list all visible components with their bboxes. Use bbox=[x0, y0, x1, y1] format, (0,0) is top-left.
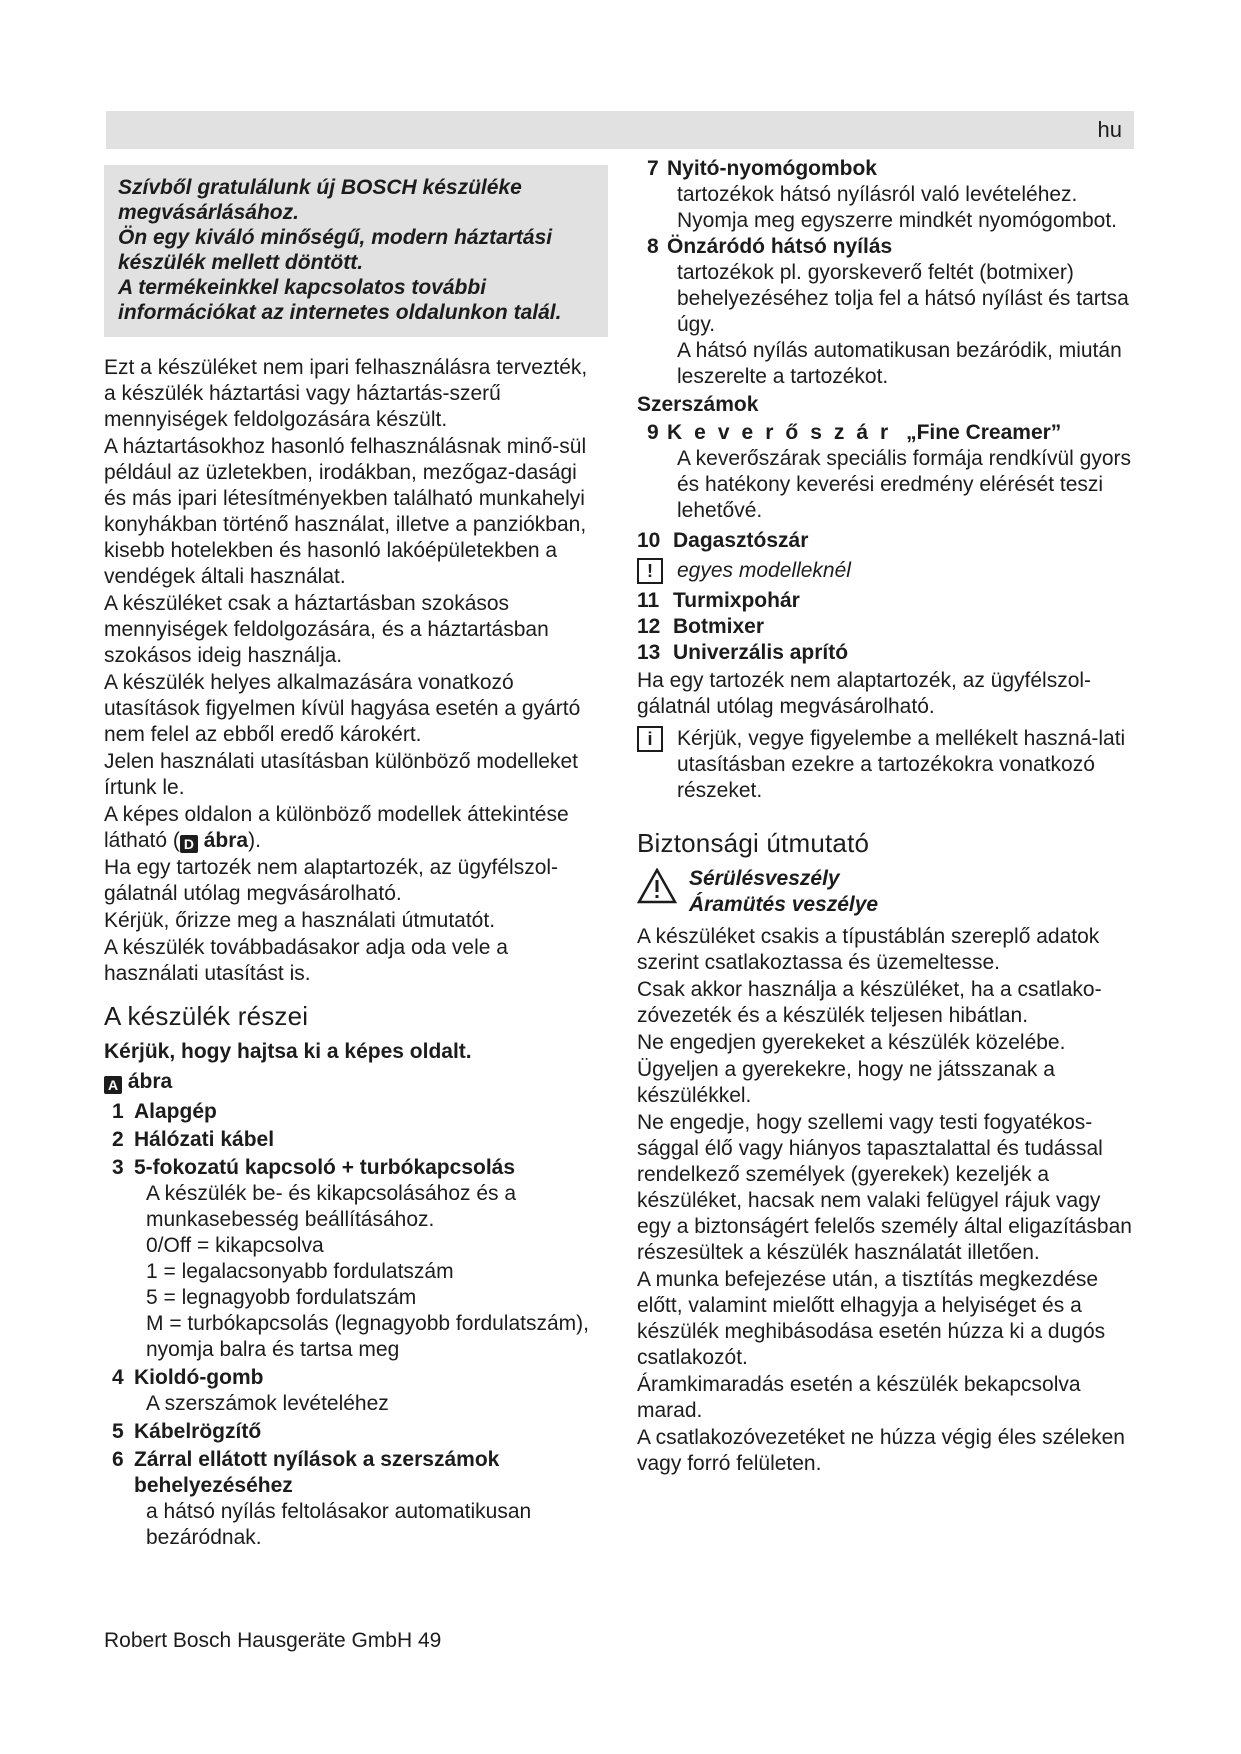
body-paragraph: Kérjük, őrizze meg a használati útmutatót. bbox=[104, 909, 496, 932]
safety-paragraph: A készüléket csakis a típustáblán szereplő adatok szerint csatlakoztassa és üzemeltesse. bbox=[637, 925, 1100, 974]
item-title: Botmixer bbox=[673, 615, 765, 638]
exclamation-icon: ! bbox=[637, 558, 663, 584]
header-bar bbox=[106, 111, 1134, 149]
body-paragraph: A háztartásokhoz hasonló felhasználásnak minő-sül például az üzletekben, irodákban, mezőgaz-dasági és más ipari létesítményekben található munkahelyi konyhákban történő használat, illetve a panziókban, kisebb hotelekben és hasonló lakóépületekben a vendégek általi használat. bbox=[104, 435, 587, 588]
item-title: Kábelrögzítő bbox=[134, 1420, 262, 1443]
item-title: Önzáródó hátsó nyílás bbox=[667, 235, 893, 258]
right-column bbox=[637, 156, 1137, 1478]
figure-a-caption bbox=[104, 1069, 604, 1095]
item-title-suffix: „Fine Creamer” bbox=[906, 421, 1062, 444]
item-description bbox=[104, 1499, 604, 1551]
item-description bbox=[104, 1391, 604, 1417]
warning-triangle-icon bbox=[637, 868, 677, 904]
parts-item bbox=[104, 1127, 604, 1153]
figure-a-label: ábra bbox=[127, 1070, 173, 1093]
item-title: Dagasztószár bbox=[673, 529, 809, 552]
parts-instruction: Kérjük, hogy hajtsa ki a képes oldalt. bbox=[104, 1040, 472, 1063]
parts-item bbox=[637, 234, 1137, 260]
safety-paragraph: Ügyeljen a gyerekekre, hogy ne játsszanak a készülékkel. bbox=[637, 1058, 1055, 1107]
body-paragraph: A készülék továbbadásakor adja oda vele a használati utasítást is. bbox=[104, 936, 508, 985]
desc-line: M = turbókapcsolás (legnagyobb fordulatszám), nyomja balra és tartsa meg bbox=[146, 1312, 589, 1361]
item-number: 5 bbox=[112, 1420, 124, 1443]
figure-label: ábra bbox=[203, 829, 249, 852]
item-description: tartozékok hátsó nyílásról való levételéhez. Nyomja meg egyszerre mindkét nyomógombot. bbox=[677, 183, 1118, 232]
intro-line: Ön egy kiváló minőségű, modern háztartási készülék mellett döntött. bbox=[118, 226, 553, 274]
info-text: Kérjük, vegye figyelembe a mellékelt haszná-lati utasításban ezekre a tartozékokra vonatkozó részeket. bbox=[677, 727, 1126, 802]
body-paragraph: A készüléket csak a háztartásban szokásos mennyiségek feldolgozására, és a háztartásban szokásos ideig használja. bbox=[104, 592, 549, 667]
item-title: Univerzális aprító bbox=[673, 641, 849, 664]
item-title: 5-fokozatú kapcsoló + turbókapcsolás bbox=[134, 1156, 516, 1179]
figure-a-badge: A bbox=[104, 1076, 122, 1094]
parts-item bbox=[637, 528, 1137, 554]
overview-text-end: ). bbox=[248, 829, 261, 852]
item-title: Kioldó-gomb bbox=[134, 1366, 264, 1389]
intro-box bbox=[104, 165, 608, 337]
intro-line: A termékeinkkel kapcsolatos további információkat az internetes oldalunkon talál. bbox=[118, 276, 562, 324]
parts-item bbox=[637, 588, 1137, 614]
item-number: 13 bbox=[637, 641, 661, 664]
item-number: 12 bbox=[637, 615, 661, 638]
warning-title: Sérülésveszély bbox=[689, 867, 840, 890]
section-heading-safety: Biztonsági útmutató bbox=[637, 828, 870, 858]
note-row bbox=[637, 558, 1137, 584]
parts-item bbox=[104, 1099, 604, 1125]
body-paragraph: Ha egy tartozék nem alaptartozék, az ügyfélszol-gálatnál utólag megvásárolható. bbox=[104, 856, 559, 905]
item-description bbox=[104, 1181, 604, 1363]
safety-paragraph: Ne engedjen gyerekeket a készülék közelébe. bbox=[637, 1031, 1066, 1054]
safety-paragraph: A munka befejezése után, a tisztítás megkezdése előtt, valamint mielőtt elhagyja a helyiséget és a készülék meghibásodása esetén húzza ki a dugós csatlakozót. bbox=[637, 1268, 1106, 1369]
info-row bbox=[637, 726, 1137, 804]
item-number: 4 bbox=[112, 1366, 124, 1389]
item-number: 7 bbox=[647, 157, 659, 180]
parts-item bbox=[637, 156, 1137, 182]
desc-line: A készülék be- és kikapcsolásához és a munkasebesség beállításához. bbox=[146, 1182, 517, 1231]
desc-line: 1 = legalacsonyabb fordulatszám bbox=[146, 1260, 454, 1283]
language-code: hu bbox=[1097, 117, 1122, 142]
safety-paragraph: Áramkimaradás esetén a készülék bekapcsolva marad. bbox=[637, 1373, 1081, 1422]
item-description: tartozékok pl. gyorskeverő feltét (botmixer) behelyezéséhez tolja fel a hátsó nyílást és tartsa úgy. bbox=[677, 261, 1129, 336]
body-paragraph: A készülék helyes alkalmazására vonatkozó utasítások figyelmen kívül hagyása esetén a gyártó nem felel az ebből eredő károkért. bbox=[104, 671, 581, 746]
desc-line: 0/Off = kikapcsolva bbox=[146, 1234, 324, 1257]
item-number: 8 bbox=[647, 235, 659, 258]
tools-heading: Szerszámok bbox=[637, 393, 759, 416]
desc-line: A szerszámok levételéhez bbox=[146, 1392, 389, 1415]
item-number: 1 bbox=[112, 1100, 124, 1123]
safety-paragraph: Csak akkor használja a készüléket, ha a csatlako-zóvezeték és a készülék teljesen hibátlan. bbox=[637, 978, 1102, 1027]
section-heading-parts: A készülék részei bbox=[104, 1001, 309, 1031]
body-paragraph: Ezt a készüléket nem ipari felhasználásra tervezték, a készülék háztartási vagy háztartás-szerű mennyiségek feldolgozására készült. bbox=[104, 356, 588, 431]
parts-item bbox=[104, 1447, 604, 1499]
accessory-paragraph: Ha egy tartozék nem alaptartozék, az ügyfélszol-gálatnál utólag megvásárolható. bbox=[637, 669, 1092, 718]
info-icon: i bbox=[637, 726, 663, 752]
item-title: Keverőszár bbox=[667, 421, 901, 444]
item-title: Turmixpohár bbox=[673, 589, 800, 612]
safety-paragraph: Ne engedje, hogy szellemi vagy testi fogyatékos-sággal élő vagy hiányos tapasztalattal és tudással rendelkező személyek (gyerekek) kezeljék a készüléket, hacsak nem valaki felügyel rájuk vagy egy a biztonságért felelős személy által eligazításban részesültek a készülék használatát illetően. bbox=[637, 1111, 1132, 1264]
parts-item bbox=[637, 640, 1137, 666]
overview-text: A képes oldalon a különböző modellek áttekintése látható ( bbox=[104, 803, 569, 852]
item-number: 9 bbox=[647, 421, 659, 444]
parts-item bbox=[637, 420, 1137, 446]
desc-line: a hátsó nyílás feltolásakor automatikusan bezáródnak. bbox=[146, 1500, 532, 1549]
warning-block bbox=[637, 866, 1137, 918]
intro-line: Szívből gratulálunk új BOSCH készüléke megvásárlásához. bbox=[118, 176, 522, 224]
item-number: 3 bbox=[112, 1156, 124, 1179]
parts-item bbox=[104, 1419, 604, 1445]
footer: Robert Bosch Hausgeräte GmbH 49 bbox=[104, 1629, 442, 1652]
item-title: Nyitó-nyomógombok bbox=[667, 157, 877, 180]
parts-item bbox=[104, 1155, 604, 1181]
safety-paragraph: A csatlakozóvezetéket ne húzza végig éles széleken vagy forró felületen. bbox=[637, 1426, 1125, 1475]
item-number: 6 bbox=[112, 1448, 124, 1471]
note-text: egyes modelleknél bbox=[677, 559, 851, 582]
parts-item bbox=[637, 614, 1137, 640]
item-title: Alapgép bbox=[134, 1100, 217, 1123]
parts-item bbox=[104, 1365, 604, 1391]
figure-d-badge: D bbox=[180, 835, 198, 853]
left-column bbox=[104, 165, 604, 1551]
warning-title: Áramütés veszélye bbox=[689, 893, 879, 916]
body-paragraph: Jelen használati utasításban különböző modelleket írtunk le. bbox=[104, 750, 578, 799]
item-number: 11 bbox=[637, 589, 660, 612]
item-description: A keverőszárak speciális formája rendkívül gyors és hatékony keverési eredmény elérését teszi lehetővé. bbox=[677, 447, 1132, 522]
item-title: Zárral ellátott nyílások a szerszámok behelyezéséhez bbox=[134, 1448, 500, 1497]
overview-paragraph bbox=[104, 802, 604, 854]
item-number: 10 bbox=[637, 529, 661, 552]
item-number: 2 bbox=[112, 1128, 124, 1151]
item-description: A hátsó nyílás automatikusan bezáródik, miután leszerelte a tartozékot. bbox=[677, 339, 1122, 388]
desc-line: 5 = legnagyobb fordulatszám bbox=[146, 1286, 417, 1309]
item-title: Hálózati kábel bbox=[134, 1128, 275, 1151]
